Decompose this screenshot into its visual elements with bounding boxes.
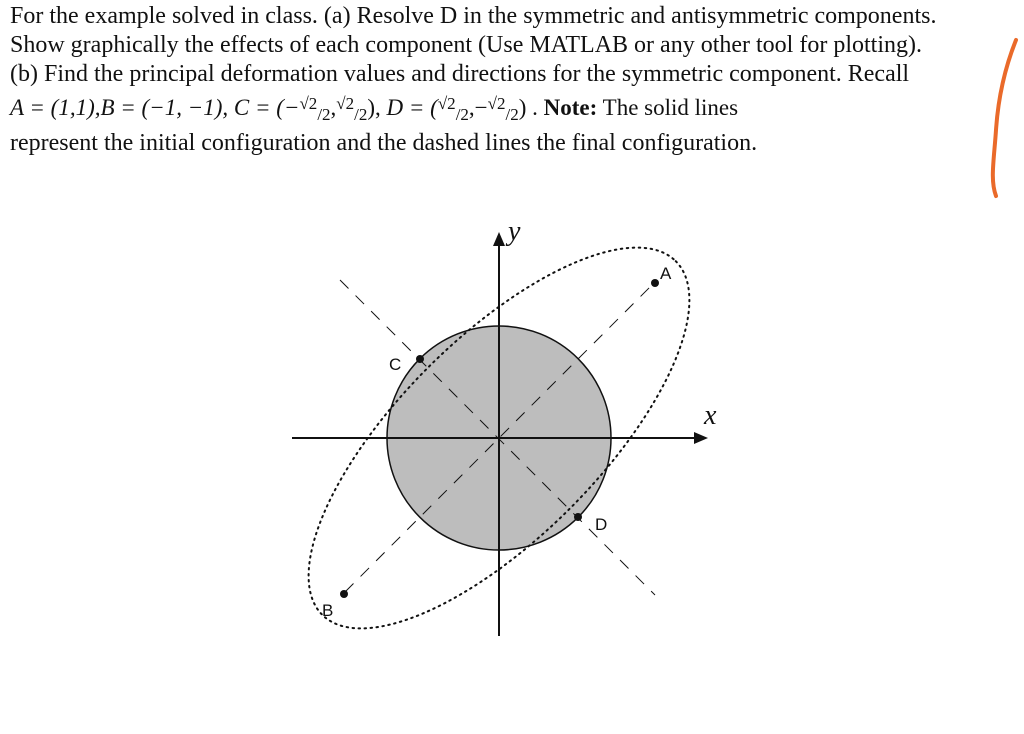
problem-line-3: (b) Find the principal deformation values and directions for the symmetric component. Recall — [10, 61, 910, 87]
x-axis-label: x — [704, 400, 717, 431]
point-b-marker — [340, 590, 348, 598]
sep-c: , — [330, 95, 337, 120]
point-a-label: A — [660, 264, 672, 283]
note-text: The solid lines — [602, 95, 739, 120]
point-c-label: C — [389, 355, 402, 374]
problem-line-2: Show graphically the effects of each component (Use MATLAB or any other tool for plotting). — [10, 32, 922, 58]
sqrt2-d2: √2 — [487, 94, 506, 113]
problem-line-1: For the example solved in class. (a) Resolve D in the symmetric and antisymmetric components. — [10, 3, 937, 29]
problem-line-4: A = (1,1),B = (−1, −1), C = (−$^{√2}_{/2}$,$^{√2}_{/2}$), D = ($^{√2}_{/2}$,−$^{√2}_{/2}$) . Note: The solid lines — [10, 94, 739, 124]
minus-d: − — [474, 95, 488, 120]
x-axis-arrowhead — [694, 432, 708, 444]
point-b-label: B — [322, 601, 334, 620]
point-d-marker — [574, 513, 582, 521]
y-axis-arrowhead — [493, 232, 505, 246]
note-label: Note: — [543, 95, 598, 120]
point-d-label: D — [595, 515, 608, 534]
point-a-coords: A = (1,1), — [10, 95, 101, 120]
over2-c2: /2 — [354, 105, 368, 124]
point-a-marker — [651, 279, 659, 287]
over2-c1: /2 — [317, 105, 331, 124]
close-c: ) — [367, 95, 376, 120]
point-b-coords: B = (−1, −1), — [100, 95, 229, 120]
sqrt2-d1: √2 — [437, 94, 456, 113]
point-c-prefix: C = (− — [233, 95, 300, 120]
sep-d: , — [468, 95, 475, 120]
point-c-marker — [416, 355, 424, 363]
point-d-prefix: D = ( — [386, 95, 438, 120]
sqrt2-c2: √2 — [336, 94, 355, 113]
y-axis-label: y — [508, 216, 521, 247]
over2-d1: /2 — [455, 105, 469, 124]
sqrt2-c1: √2 — [299, 94, 318, 113]
annotation-bracket — [993, 40, 1016, 196]
end-d: ) . — [518, 95, 538, 120]
problem-line-5: represent the initial configuration and the dashed lines the final configuration. — [10, 130, 758, 156]
over2-d2: /2 — [505, 105, 519, 124]
